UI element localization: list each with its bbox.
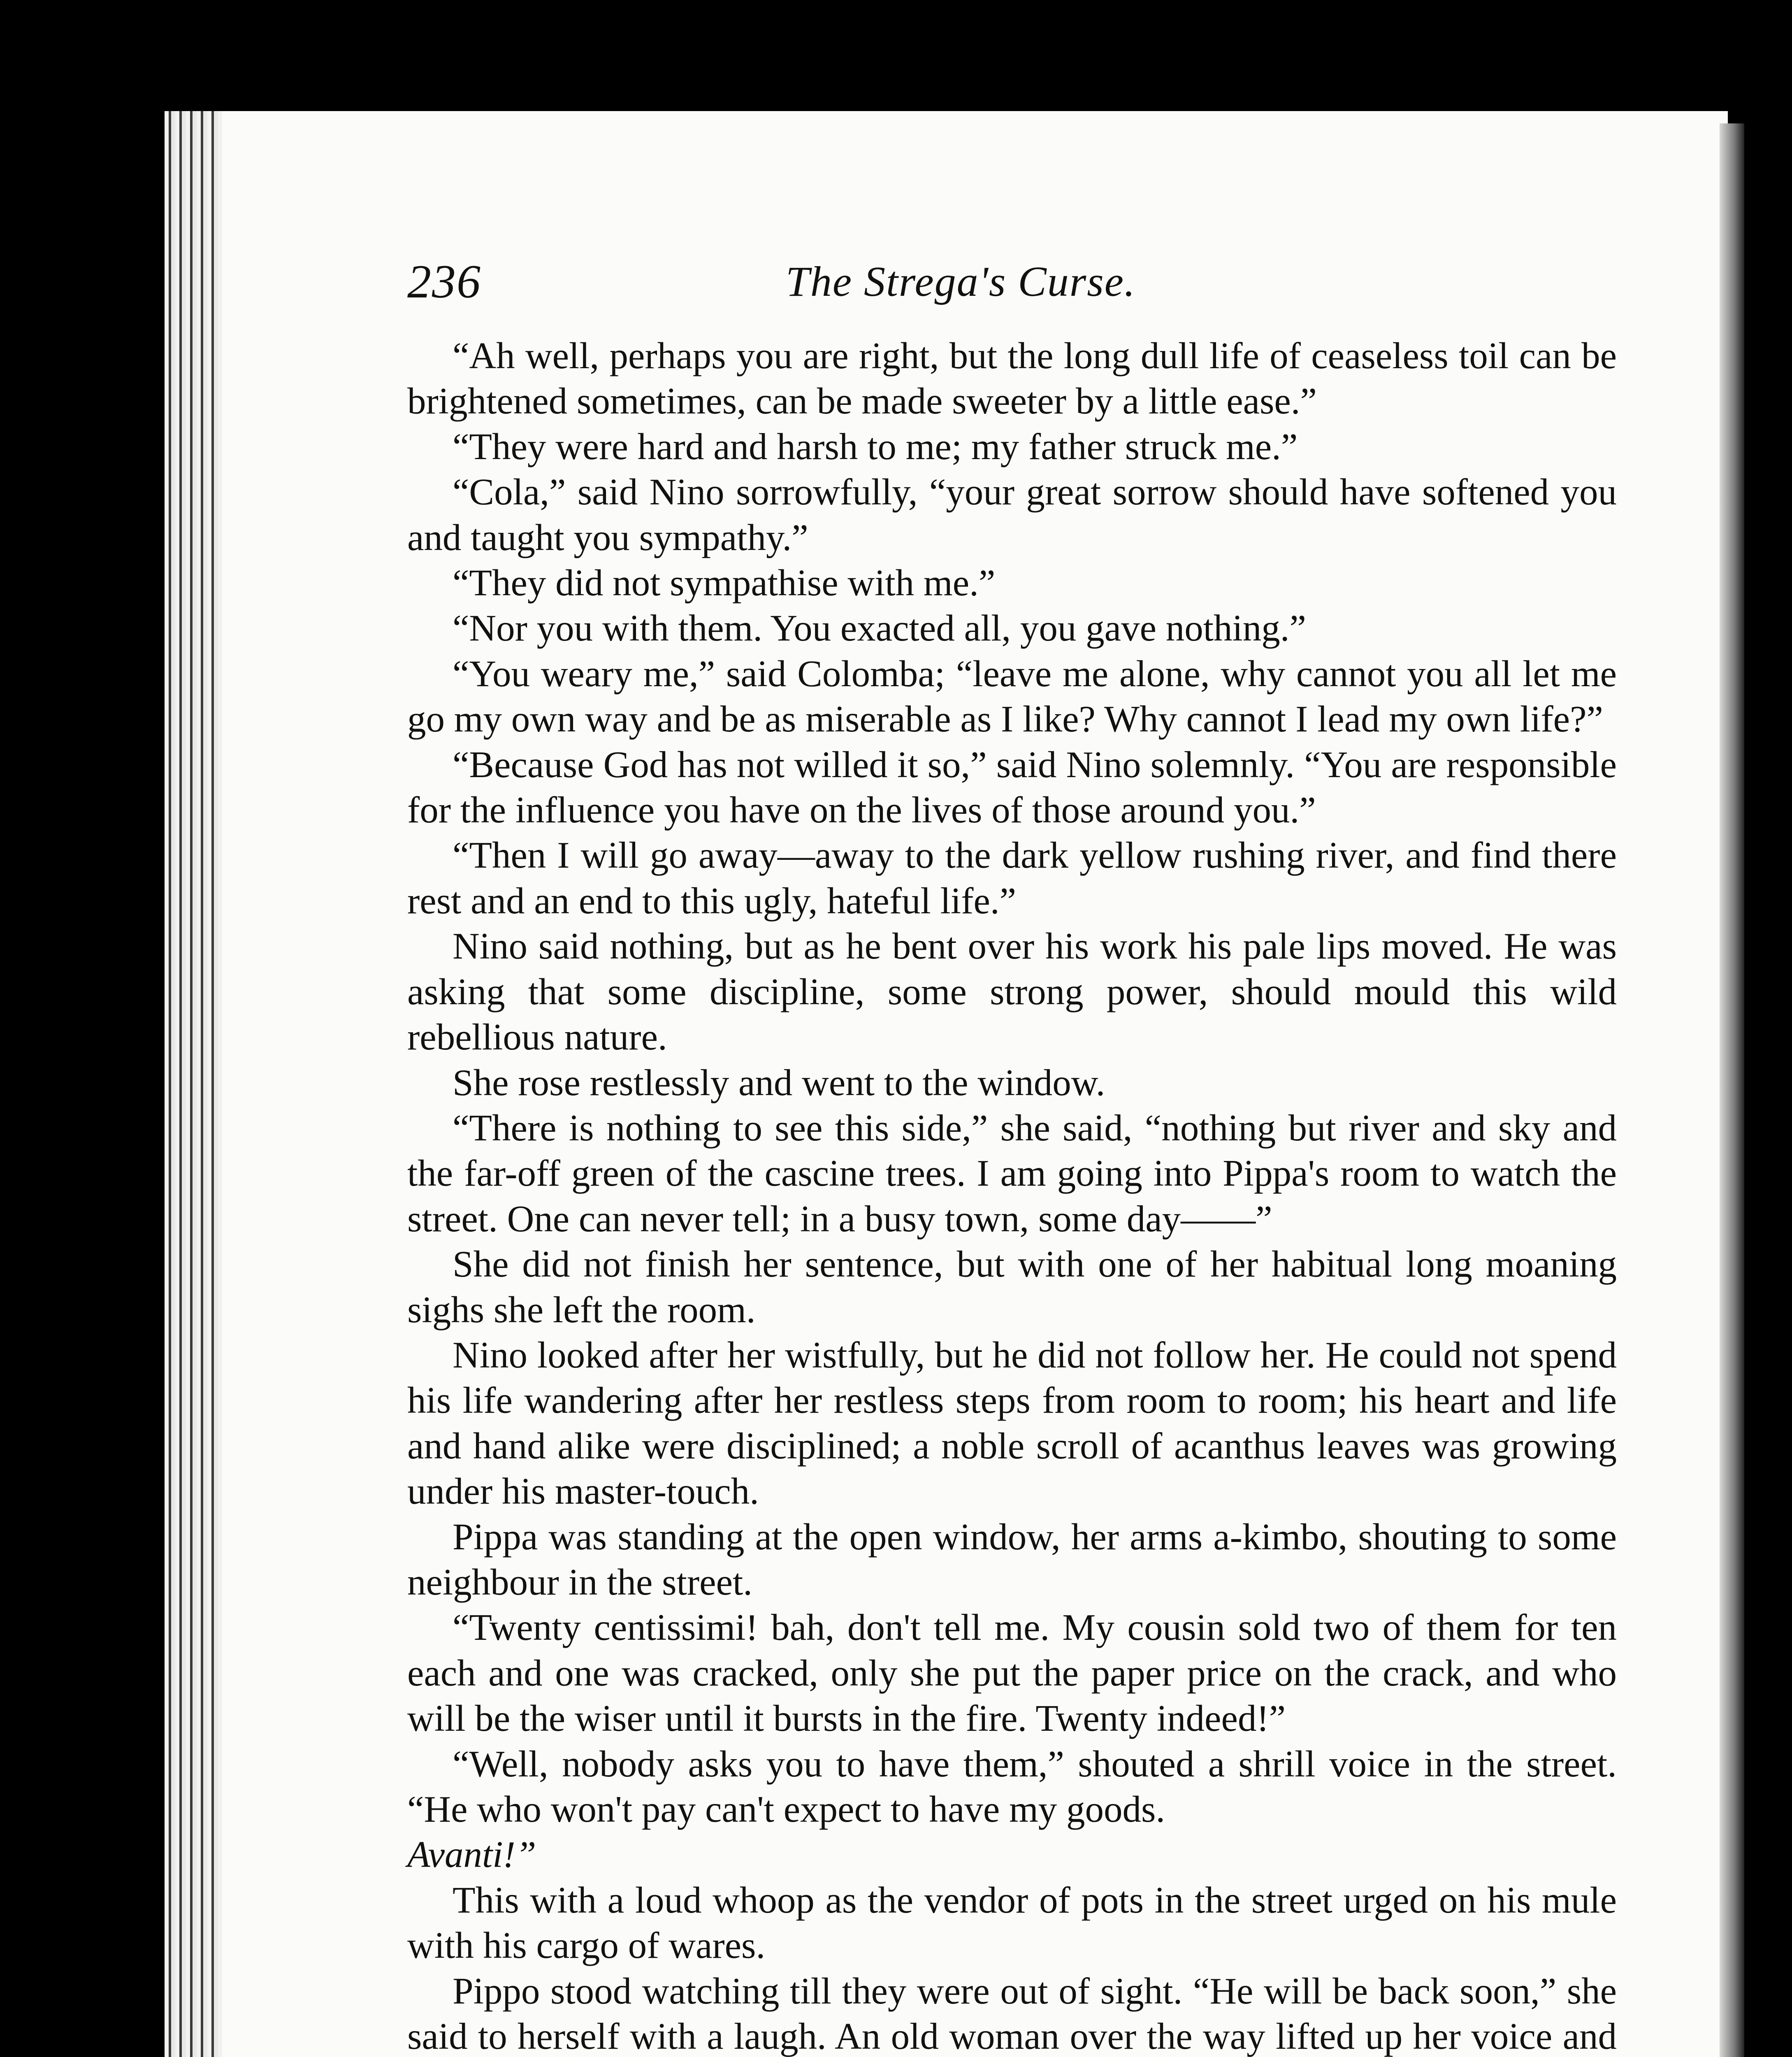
running-title: The Strega's Curse. [786, 258, 1136, 305]
paragraph: This with a loud whoop as the vendor of pots in the street urged on his mule with his cargo of wares. [407, 1879, 1617, 1966]
paragraph: “Because God has not willed it so,” said Nino solemnly. “You are responsible for the influence you have on the lives of those around you.” [407, 743, 1617, 831]
paragraph: Nino looked after her wistfully, but he did not follow her. He could not spend his life wandering after her restless steps from room to room; his heart and life and hand alike were disciplined; a noble scroll of acanthus leaves was growing under his master-touch. [407, 1334, 1617, 1512]
paragraph: She rose restlessly and went to the window. [453, 1061, 1105, 1103]
paragraph: Nino said nothing, but as he bent over his work his pale lips moved. He was asking that some discipline, some strong power, should mould this wild rebellious nature. [407, 925, 1617, 1058]
paragraph: Pippa was standing at the open window, her arms a-kimbo, shouting to some neighbour in the street. [407, 1516, 1617, 1603]
page-number: 236 [407, 255, 481, 308]
paragraph: Pippo stood watching till they were out of sight. “He will be back soon,” she said to herself with a laugh. An old woman over the way lifted up her voice and [407, 1970, 1617, 2057]
paragraph-italic-line [407, 1832, 1617, 1877]
paragraph: “They did not sympathise with me.” [453, 562, 996, 604]
paragraph: “Well, nobody asks you to have them,” shouted a shrill voice in the street. “He who won't pay can't expect to have my goods. [407, 1743, 1617, 1830]
paragraph: “There is nothing to see this side,” she said, “nothing but river and sky and the far-off green of the cascine trees. I am going into Pippa's room to watch the street. One can never tell; in a busy town, some day——” [407, 1107, 1617, 1240]
page-gutter-shadow [1720, 123, 1744, 2057]
paragraph: “Twenty centissimi! bah, don't tell me. My cousin sold two of them for ten each and one was cracked, only she put the paper price on the crack, and who will be the wiser until it bursts in the fire. Twenty indeed!” [407, 1607, 1617, 1739]
paragraph: “Nor you with them. You exacted all, you gave nothing.” [453, 607, 1306, 649]
body-text [407, 333, 1617, 2057]
paragraph: She did not finish her sentence, but with one of her habitual long moaning sighs she left the room. [407, 1243, 1617, 1330]
page-edges [165, 111, 222, 2057]
paragraph: “Ah well, perhaps you are right, but the long dull life of ceaseless toil can be brightened sometimes, can be made sweeter by a little ease.” [407, 335, 1617, 422]
paragraph: “Cola,” said Nino sorrowfully, “your great sorrow should have softened you and taught you sympathy.” [407, 471, 1617, 558]
paragraph: “Then I will go away—away to the dark yellow rushing river, and find there rest and an end to this ugly, hateful life.” [407, 834, 1617, 922]
avanti-italic: Avanti!” [407, 1834, 536, 1876]
paragraph: “You weary me,” said Colomba; “leave me alone, why cannot you all let me go my own way and be as miserable as I like? Why cannot I lead my own life?” [407, 652, 1617, 740]
paragraph: “They were hard and harsh to me; my father struck me.” [453, 425, 1298, 467]
running-head [407, 251, 1617, 313]
